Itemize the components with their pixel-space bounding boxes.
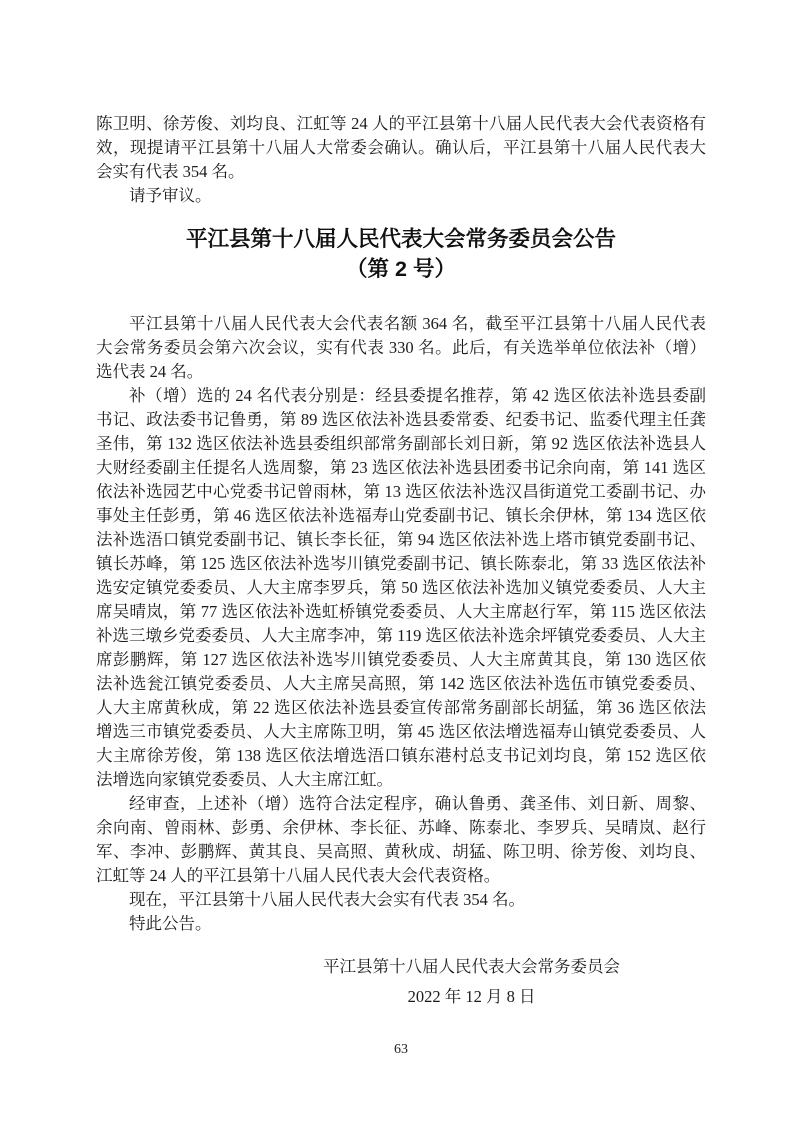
closing-paragraph: 特此公告。 — [129, 914, 212, 933]
continuation-paragraph: 陈卫明、徐芳俊、刘均良、江虹等 24 人的平江县第十八届人民代表大会代表资格有效，现提请平江县第十八届人大常委会确认。确认后，平江县第十八届人民代表大会实有代表 354 名。 — [96, 114, 706, 181]
announcement-number: （第 2 号） — [346, 257, 456, 281]
issuing-authority: 平江县第十八届人民代表大会常务委员会 — [323, 957, 620, 976]
signature-block — [323, 952, 620, 1012]
announcement-title: 平江县第十八届人民代表大会常务委员会公告 — [185, 227, 616, 251]
issue-date: 2022 年 12 月 8 日 — [407, 987, 536, 1006]
page-number: 63 — [394, 1042, 408, 1057]
review-request-paragraph: 请予审议。 — [129, 186, 212, 205]
elected-delegates-paragraph: 补（增）选的 24 名代表分别是：经县委提名推荐，第 42 选区依法补选县委副书记、政法委书记鲁勇，第 89 选区依法补选县委常委、纪委书记、监委代理主任龚圣伟，第 132 选区依法补选县委组织部常务副部长刘日新，第 92 选区依法补选县人大财经委副主任提名人选周黎，第 23 选区依法补选县团委书记余向南，第 141 选区依法补选园艺中心党委书记曾雨林，第 13 选区依法补选汉昌街道党工委副书记、办事处主任彭勇，第 46 选区依法补选福寿山党委副书记、镇长余伊林，第 134 选区依法补选浯口镇党委副书记、镇长李长征，第 94 选区依法补选上塔市镇党委副书记、镇长苏峰，第 125 选区依法补选岑川镇党委副书记、镇长陈泰北，第 33 选区依法补选安定镇党委委员、人大主席李罗兵，第 50 选区依法补选加义镇党委委员、人大主席吴晴岚，第 77 选区依法补选虹桥镇党委委员、人大主席赵行军，第 115 选区依法补选三墩乡党委委员、人大主席李冲，第 119 选区依法补选余坪镇党委委员、人大主席彭鹏辉，第 127 选区依法补选岑川镇党委委员、人大主席黄其良，第 130 选区依法补选瓮江镇党委委员、人大主席吴高照，第 142 选区依法补选伍市镇党委委员、人大主席黄秋成，第 22 选区依法补选县委宣传部常务副部长胡猛，第 36 选区依法增选三市镇党委委员、人大主席陈卫明，第 45 选区依法增选福寿山镇党委委员、人大主席徐芳俊，第 138 选区依法增选浯口镇东港村总支书记刘均良，第 152 选区依法增选向家镇党委委员、人大主席江虹。 — [96, 386, 706, 789]
confirmation-paragraph: 经审查，上述补（增）选符合法定程序，确认鲁勇、龚圣伟、刘日新、周黎、余向南、曾雨林、彭勇、余伊林、李长征、苏峰、陈泰北、李罗兵、吴晴岚、赵行军、李冲、彭鹏辉、黄其良、吴高照、黄秋成、胡猛、陈卫明、徐芳俊、刘均良、江虹等 24 人的平江县第十八届人民代表大会代表资格。 — [96, 794, 706, 885]
quota-paragraph: 平江县第十八届人民代表大会代表名额 364 名，截至平江县第十八届人民代表大会常务委员会第六次会议，实有代表 330 名。此后，有关选举单位依法补（增）选代表 24 名。 — [96, 314, 706, 381]
current-total-paragraph: 现在，平江县第十八届人民代表大会实有代表 354 名。 — [129, 890, 525, 909]
